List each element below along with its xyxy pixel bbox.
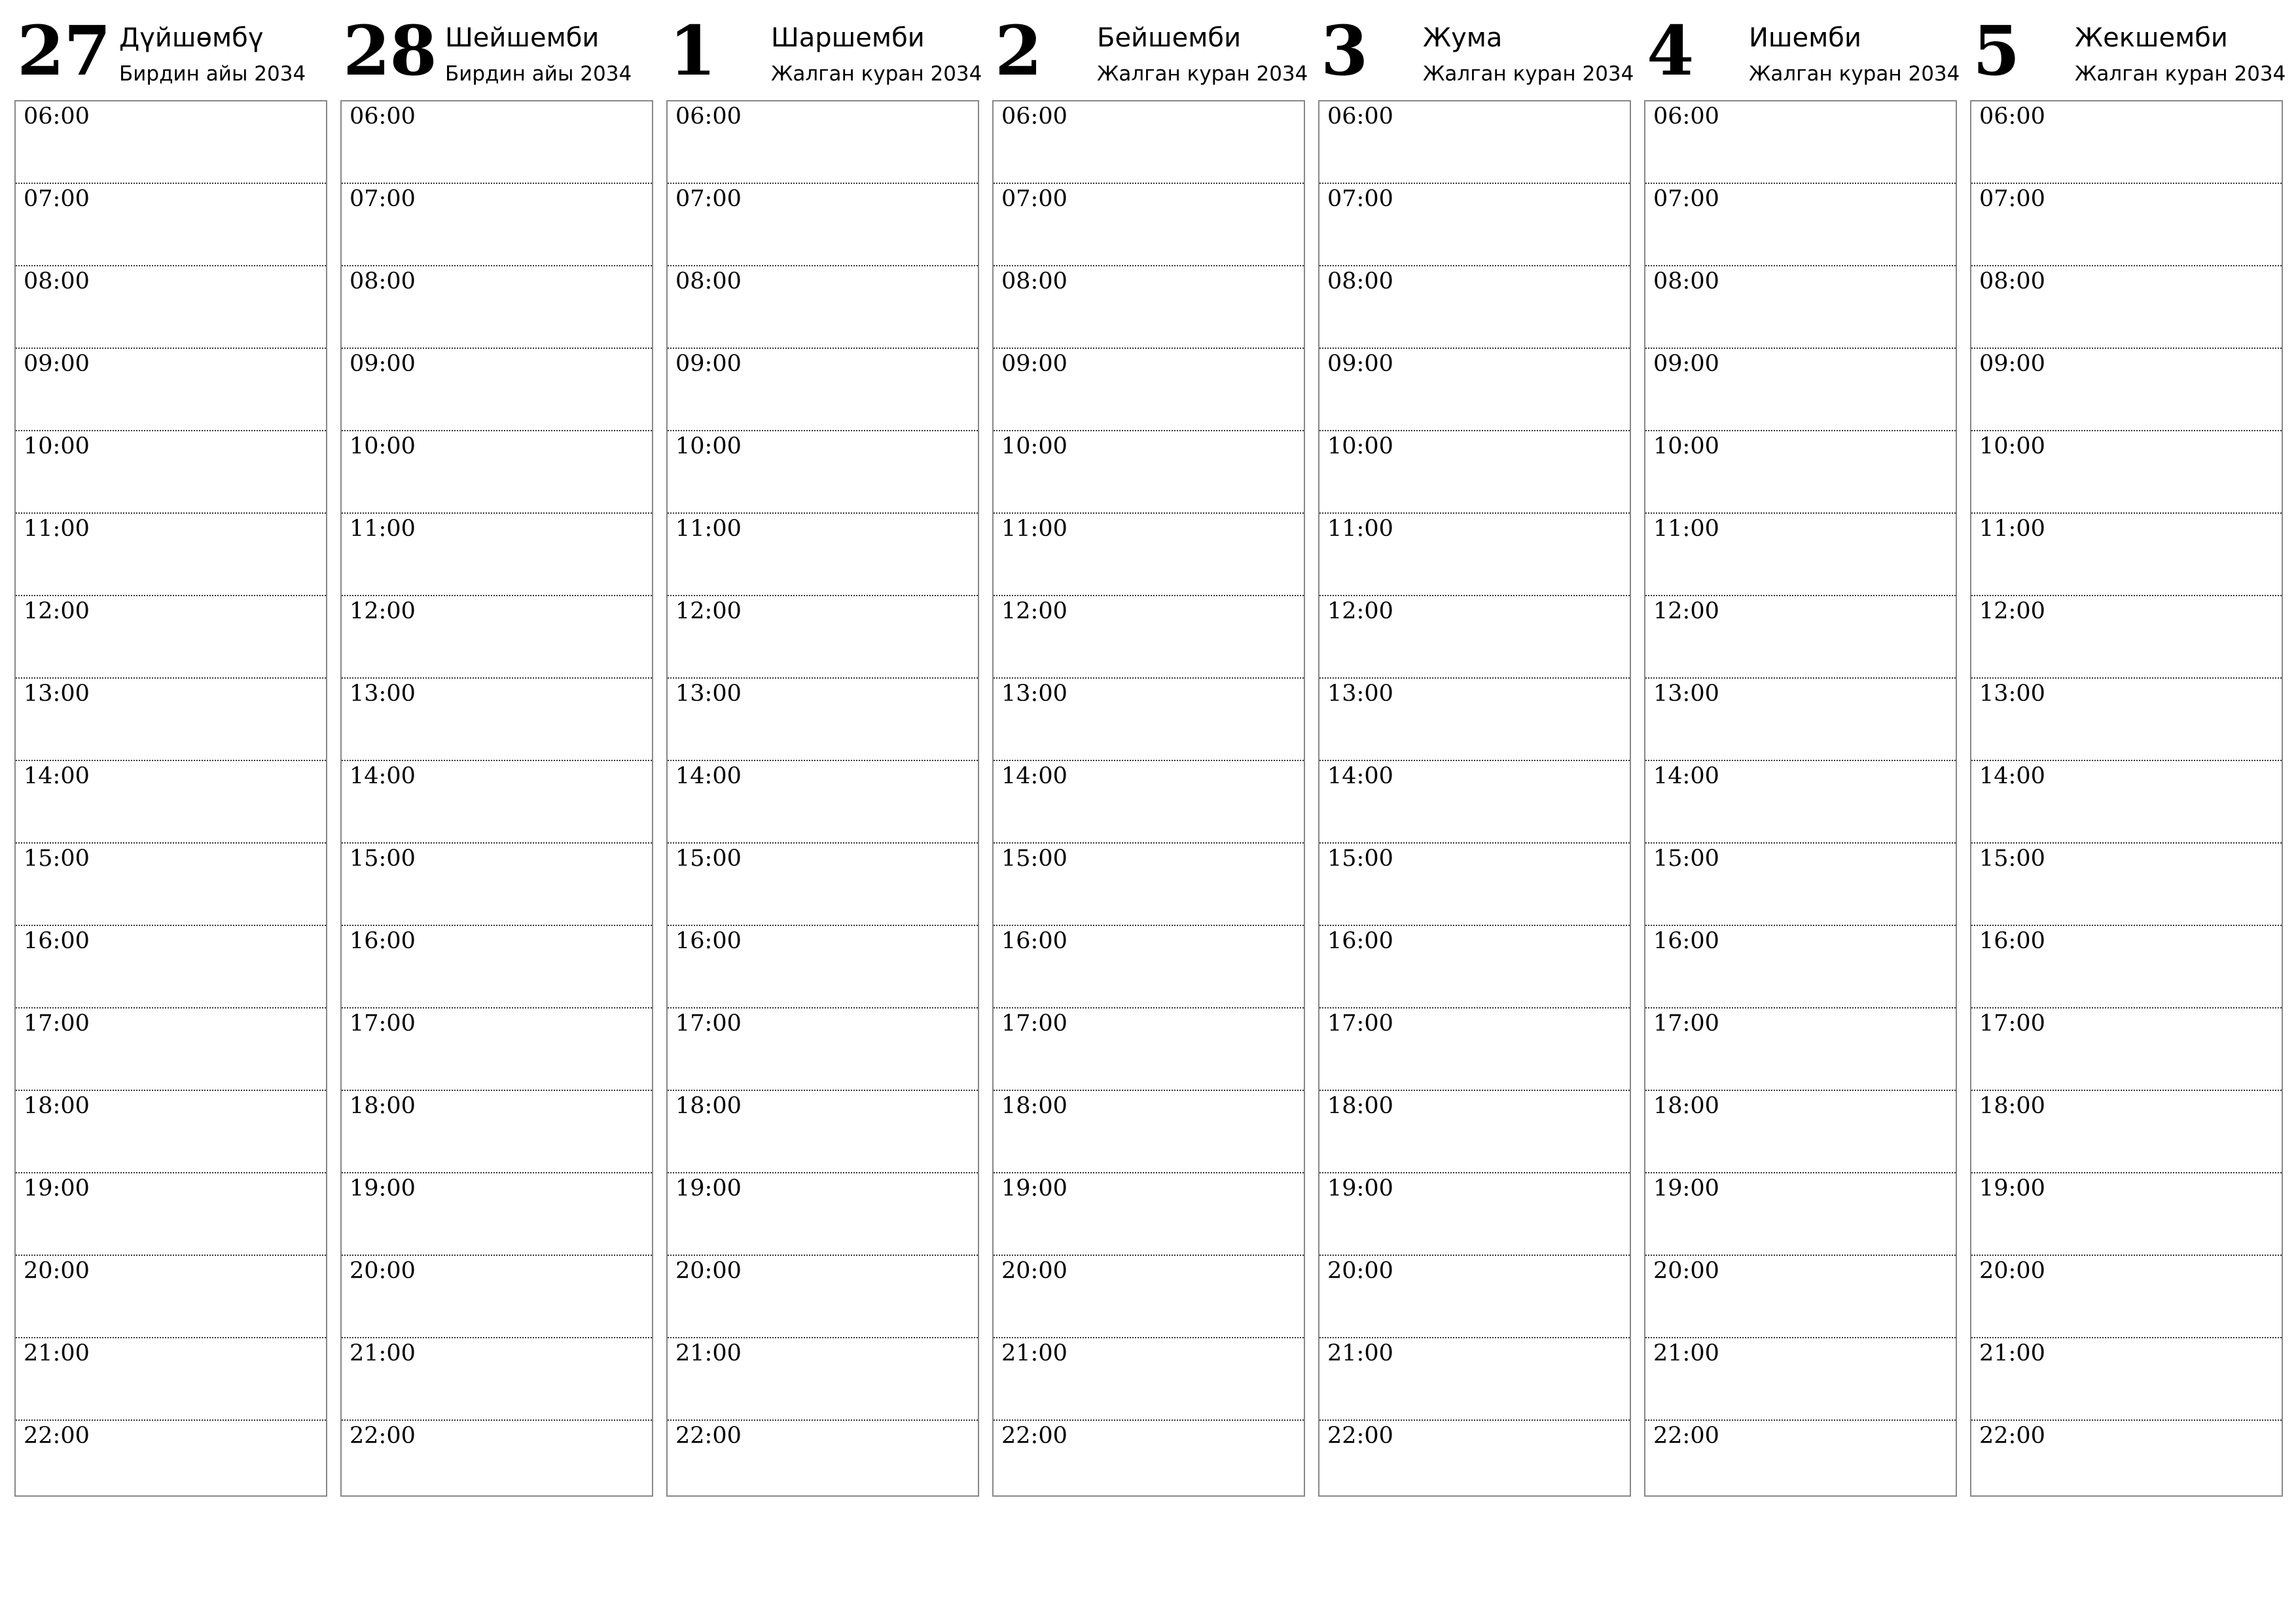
hour-label: 21:00 — [1001, 1340, 1067, 1366]
hour-slot[interactable] — [994, 1173, 1304, 1256]
hour-slot[interactable] — [342, 1091, 652, 1173]
hour-slot[interactable] — [1971, 431, 2282, 514]
hour-label: 17:00 — [1979, 1010, 2045, 1037]
day-column — [1318, 0, 1634, 1449]
hour-slot[interactable] — [1645, 349, 1956, 431]
hour-slot[interactable] — [1645, 266, 1956, 349]
hour-label: 07:00 — [1979, 186, 2045, 212]
hour-slot[interactable] — [1319, 101, 1630, 184]
hour-label: 11:00 — [1979, 516, 2045, 542]
hour-slot[interactable] — [342, 1008, 652, 1091]
hour-label: 21:00 — [1327, 1340, 1393, 1366]
day-number: 5 — [1973, 10, 2020, 91]
hour-label: 07:00 — [1327, 186, 1393, 212]
hour-label: 09:00 — [1001, 351, 1067, 377]
hour-grid — [1644, 100, 1957, 1497]
hour-label: 11:00 — [1001, 516, 1067, 542]
day-column — [666, 0, 982, 1449]
hour-slot[interactable] — [1319, 761, 1630, 844]
hour-label: 13:00 — [1327, 681, 1393, 707]
hour-label: 13:00 — [1001, 681, 1067, 707]
hour-slot[interactable] — [16, 761, 326, 844]
hour-label: 19:00 — [1979, 1175, 2045, 1202]
hour-slot[interactable] — [16, 266, 326, 349]
hour-slot[interactable] — [668, 679, 978, 761]
hour-slot[interactable] — [1645, 926, 1956, 1008]
hour-label: 12:00 — [1979, 598, 2045, 624]
day-header — [1318, 0, 1634, 100]
hour-slot[interactable] — [668, 1421, 978, 1514]
hour-label: 13:00 — [1653, 681, 1719, 707]
day-column — [1644, 0, 1960, 1449]
hour-label: 09:00 — [675, 351, 742, 377]
day-header — [666, 0, 982, 100]
hour-slot[interactable] — [16, 844, 326, 926]
hour-label: 18:00 — [675, 1093, 742, 1119]
day-header — [14, 0, 327, 100]
hour-slot[interactable] — [1645, 431, 1956, 514]
hour-grid — [340, 100, 653, 1497]
hour-slot[interactable] — [16, 1256, 326, 1338]
hour-slot[interactable] — [1971, 1338, 2282, 1421]
hour-label: 06:00 — [1327, 103, 1393, 130]
hour-label: 22:00 — [1001, 1423, 1067, 1449]
hour-slot[interactable] — [1645, 1008, 1956, 1091]
hour-slot[interactable] — [668, 761, 978, 844]
day-month-year: Бирдин айы 2034 — [119, 62, 306, 86]
hour-label: 07:00 — [1001, 186, 1067, 212]
hour-slot[interactable] — [16, 184, 326, 266]
hour-label: 16:00 — [675, 928, 742, 954]
hour-slot[interactable] — [16, 1338, 326, 1421]
hour-label: 16:00 — [24, 928, 90, 954]
hour-label: 13:00 — [24, 681, 90, 707]
hour-slot[interactable] — [668, 596, 978, 679]
hour-slot[interactable] — [342, 761, 652, 844]
hour-slot[interactable] — [994, 184, 1304, 266]
hour-label: 18:00 — [1979, 1093, 2045, 1119]
hour-slot[interactable] — [668, 1091, 978, 1173]
hour-label: 17:00 — [350, 1010, 416, 1037]
hour-label: 20:00 — [24, 1258, 90, 1284]
hour-slot[interactable] — [668, 431, 978, 514]
hour-label: 21:00 — [1653, 1340, 1719, 1366]
hour-label: 20:00 — [350, 1258, 416, 1284]
day-number: 28 — [343, 10, 437, 91]
hour-label: 07:00 — [675, 186, 742, 212]
hour-slot[interactable] — [994, 101, 1304, 184]
hour-label: 09:00 — [1327, 351, 1393, 377]
hour-slot[interactable] — [994, 1091, 1304, 1173]
hour-label: 06:00 — [1979, 103, 2045, 130]
hour-grid — [992, 100, 1305, 1497]
hour-label: 16:00 — [1001, 928, 1067, 954]
day-number: 2 — [995, 10, 1042, 91]
hour-slot[interactable] — [1971, 926, 2282, 1008]
hour-slot[interactable] — [994, 431, 1304, 514]
hour-label: 06:00 — [350, 103, 416, 130]
hour-slot[interactable] — [1319, 514, 1630, 596]
hour-slot[interactable] — [1645, 101, 1956, 184]
hour-slot[interactable] — [342, 349, 652, 431]
hour-label: 10:00 — [1001, 433, 1067, 459]
hour-label: 15:00 — [675, 846, 742, 872]
hour-slot[interactable] — [342, 926, 652, 1008]
hour-label: 18:00 — [1327, 1093, 1393, 1119]
hour-slot[interactable] — [1971, 844, 2282, 926]
hour-slot[interactable] — [994, 1338, 1304, 1421]
hour-label: 18:00 — [1001, 1093, 1067, 1119]
hour-label: 11:00 — [24, 516, 90, 542]
hour-label: 12:00 — [675, 598, 742, 624]
day-header — [340, 0, 653, 100]
hour-label: 10:00 — [24, 433, 90, 459]
hour-label: 14:00 — [350, 763, 416, 789]
hour-label: 15:00 — [1001, 846, 1067, 872]
hour-slot[interactable] — [1971, 184, 2282, 266]
hour-slot[interactable] — [342, 431, 652, 514]
hour-label: 19:00 — [1001, 1175, 1067, 1202]
day-column — [14, 0, 327, 1449]
hour-label: 09:00 — [1653, 351, 1719, 377]
hour-slot[interactable] — [1319, 679, 1630, 761]
hour-label: 13:00 — [1979, 681, 2045, 707]
hour-label: 15:00 — [1979, 846, 2045, 872]
hour-label: 08:00 — [24, 268, 90, 294]
hour-label: 17:00 — [675, 1010, 742, 1037]
hour-slot[interactable] — [16, 514, 326, 596]
hour-slot[interactable] — [1319, 1256, 1630, 1338]
day-name: Жума — [1423, 23, 1503, 53]
day-month-year: Жалган куран 2034 — [1749, 62, 1960, 86]
hour-label: 20:00 — [1001, 1258, 1067, 1284]
hour-slot[interactable] — [342, 1421, 652, 1514]
hour-label: 15:00 — [1327, 846, 1393, 872]
hour-label: 12:00 — [1001, 598, 1067, 624]
hour-slot[interactable] — [668, 349, 978, 431]
hour-slot[interactable] — [1971, 1256, 2282, 1338]
hour-grid — [1318, 100, 1631, 1497]
hour-slot[interactable] — [1319, 1091, 1630, 1173]
hour-label: 07:00 — [24, 186, 90, 212]
day-name: Жекшемби — [2075, 23, 2228, 53]
hour-slot[interactable] — [1319, 1338, 1630, 1421]
hour-slot[interactable] — [1319, 1421, 1630, 1514]
hour-label: 18:00 — [350, 1093, 416, 1119]
hour-slot[interactable] — [1319, 844, 1630, 926]
hour-slot[interactable] — [16, 101, 326, 184]
hour-slot[interactable] — [1319, 431, 1630, 514]
hour-slot[interactable] — [994, 1256, 1304, 1338]
hour-slot[interactable] — [342, 1256, 652, 1338]
hour-label: 07:00 — [1653, 186, 1719, 212]
hour-label: 20:00 — [1327, 1258, 1393, 1284]
hour-label: 21:00 — [675, 1340, 742, 1366]
hour-label: 16:00 — [1327, 928, 1393, 954]
hour-label: 11:00 — [1653, 516, 1719, 542]
day-header — [1644, 0, 1960, 100]
hour-slot[interactable] — [342, 101, 652, 184]
hour-label: 22:00 — [1653, 1423, 1719, 1449]
hour-label: 20:00 — [675, 1258, 742, 1284]
hour-slot[interactable] — [1971, 1008, 2282, 1091]
hour-label: 13:00 — [675, 681, 742, 707]
hour-slot[interactable] — [1645, 1421, 1956, 1514]
day-column — [992, 0, 1308, 1449]
hour-label: 06:00 — [1653, 103, 1719, 130]
hour-slot[interactable] — [994, 926, 1304, 1008]
hour-label: 08:00 — [1653, 268, 1719, 294]
hour-label: 12:00 — [1653, 598, 1719, 624]
hour-label: 14:00 — [1001, 763, 1067, 789]
day-name: Ишемби — [1749, 23, 1861, 53]
hour-label: 16:00 — [1979, 928, 2045, 954]
hour-slot[interactable] — [16, 431, 326, 514]
hour-slot[interactable] — [342, 596, 652, 679]
hour-grid — [1970, 100, 2283, 1497]
hour-slot[interactable] — [1645, 184, 1956, 266]
hour-slot[interactable] — [668, 926, 978, 1008]
hour-slot[interactable] — [16, 1091, 326, 1173]
hour-label: 06:00 — [675, 103, 742, 130]
hour-slot[interactable] — [1319, 596, 1630, 679]
hour-slot[interactable] — [668, 1338, 978, 1421]
hour-label: 11:00 — [1327, 516, 1393, 542]
hour-label: 08:00 — [350, 268, 416, 294]
hour-label: 16:00 — [1653, 928, 1719, 954]
hour-slot[interactable] — [1971, 514, 2282, 596]
day-number: 27 — [17, 10, 111, 91]
hour-slot[interactable] — [1645, 844, 1956, 926]
hour-label: 14:00 — [675, 763, 742, 789]
hour-slot[interactable] — [16, 1008, 326, 1091]
hour-slot[interactable] — [1645, 1338, 1956, 1421]
day-month-year: Жалган куран 2034 — [2075, 62, 2286, 86]
hour-slot[interactable] — [994, 1421, 1304, 1514]
hour-slot[interactable] — [1645, 596, 1956, 679]
hour-label: 19:00 — [1653, 1175, 1719, 1202]
hour-slot[interactable] — [994, 266, 1304, 349]
hour-slot[interactable] — [1971, 596, 2282, 679]
day-number: 1 — [669, 10, 716, 91]
hour-slot[interactable] — [1319, 266, 1630, 349]
hour-label: 06:00 — [24, 103, 90, 130]
day-number: 3 — [1321, 10, 1368, 91]
hour-slot[interactable] — [1319, 1008, 1630, 1091]
hour-slot[interactable] — [994, 1008, 1304, 1091]
hour-slot[interactable] — [16, 596, 326, 679]
hour-label: 12:00 — [1327, 598, 1393, 624]
hour-label: 10:00 — [1653, 433, 1719, 459]
hour-label: 12:00 — [350, 598, 416, 624]
day-column — [1970, 0, 2286, 1449]
hour-slot[interactable] — [1645, 1091, 1956, 1173]
hour-label: 09:00 — [1979, 351, 2045, 377]
hour-slot[interactable] — [668, 266, 978, 349]
hour-label: 14:00 — [24, 763, 90, 789]
hour-grid — [666, 100, 979, 1497]
hour-slot[interactable] — [994, 596, 1304, 679]
hour-label: 17:00 — [1001, 1010, 1067, 1037]
day-name: Дүйшөмбү — [119, 23, 264, 53]
hour-label: 10:00 — [1979, 433, 2045, 459]
hour-label: 10:00 — [1327, 433, 1393, 459]
hour-slot[interactable] — [16, 1173, 326, 1256]
hour-slot[interactable] — [668, 184, 978, 266]
hour-slot[interactable] — [342, 679, 652, 761]
hour-slot[interactable] — [994, 844, 1304, 926]
hour-slot[interactable] — [16, 1421, 326, 1514]
day-name: Шейшемби — [445, 23, 600, 53]
hour-label: 20:00 — [1979, 1258, 2045, 1284]
hour-slot[interactable] — [342, 1173, 652, 1256]
hour-label: 08:00 — [675, 268, 742, 294]
hour-slot[interactable] — [342, 1338, 652, 1421]
hour-slot[interactable] — [1645, 679, 1956, 761]
hour-slot[interactable] — [1971, 679, 2282, 761]
hour-label: 08:00 — [1979, 268, 2045, 294]
hour-slot[interactable] — [1971, 1173, 2282, 1256]
hour-label: 07:00 — [350, 186, 416, 212]
day-month-year: Бирдин айы 2034 — [445, 62, 632, 86]
hour-label: 22:00 — [1327, 1423, 1393, 1449]
hour-label: 15:00 — [1653, 846, 1719, 872]
hour-slot[interactable] — [1971, 349, 2282, 431]
hour-slot[interactable] — [1971, 1091, 2282, 1173]
hour-label: 17:00 — [1327, 1010, 1393, 1037]
day-number: 4 — [1647, 10, 1694, 91]
hour-slot[interactable] — [1971, 101, 2282, 184]
day-month-year: Жалган куран 2034 — [1423, 62, 1634, 86]
hour-label: 06:00 — [1001, 103, 1067, 130]
hour-slot[interactable] — [16, 349, 326, 431]
day-header — [1970, 0, 2286, 100]
hour-slot[interactable] — [994, 679, 1304, 761]
hour-label: 08:00 — [1327, 268, 1393, 294]
hour-label: 13:00 — [350, 681, 416, 707]
day-header — [992, 0, 1308, 100]
hour-slot[interactable] — [342, 844, 652, 926]
hour-slot[interactable] — [1319, 349, 1630, 431]
hour-label: 19:00 — [24, 1175, 90, 1202]
hour-slot[interactable] — [1645, 1256, 1956, 1338]
hour-label: 19:00 — [675, 1175, 742, 1202]
hour-slot[interactable] — [668, 1008, 978, 1091]
hour-label: 09:00 — [24, 351, 90, 377]
day-name: Бейшемби — [1097, 23, 1242, 53]
hour-label: 17:00 — [24, 1010, 90, 1037]
hour-label: 11:00 — [675, 516, 742, 542]
hour-label: 15:00 — [24, 846, 90, 872]
hour-label: 17:00 — [1653, 1010, 1719, 1037]
day-month-year: Жалган куран 2034 — [1097, 62, 1308, 86]
hour-label: 20:00 — [1653, 1258, 1719, 1284]
hour-slot[interactable] — [342, 514, 652, 596]
hour-label: 22:00 — [675, 1423, 742, 1449]
hour-label: 21:00 — [24, 1340, 90, 1366]
hour-slot[interactable] — [1645, 761, 1956, 844]
hour-label: 19:00 — [350, 1175, 416, 1202]
hour-label: 10:00 — [675, 433, 742, 459]
hour-slot[interactable] — [668, 1173, 978, 1256]
hour-slot[interactable] — [16, 679, 326, 761]
hour-label: 21:00 — [1979, 1340, 2045, 1366]
hour-label: 22:00 — [24, 1423, 90, 1449]
hour-label: 22:00 — [1979, 1423, 2045, 1449]
hour-slot[interactable] — [1971, 1421, 2282, 1514]
hour-label: 10:00 — [350, 433, 416, 459]
hour-label: 18:00 — [1653, 1093, 1719, 1119]
hour-slot[interactable] — [1971, 266, 2282, 349]
hour-slot[interactable] — [342, 184, 652, 266]
hour-label: 21:00 — [350, 1340, 416, 1366]
hour-label: 16:00 — [350, 928, 416, 954]
hour-label: 15:00 — [350, 846, 416, 872]
hour-slot[interactable] — [1645, 514, 1956, 596]
hour-slot[interactable] — [1319, 1173, 1630, 1256]
hour-slot[interactable] — [994, 514, 1304, 596]
hour-slot[interactable] — [668, 101, 978, 184]
hour-slot[interactable] — [668, 514, 978, 596]
hour-label: 22:00 — [350, 1423, 416, 1449]
hour-slot[interactable] — [1319, 926, 1630, 1008]
day-column — [340, 0, 653, 1449]
hour-slot[interactable] — [668, 844, 978, 926]
hour-label: 09:00 — [350, 351, 416, 377]
hour-label: 12:00 — [24, 598, 90, 624]
hour-slot[interactable] — [994, 349, 1304, 431]
hour-slot[interactable] — [1319, 184, 1630, 266]
day-month-year: Жалган куран 2034 — [771, 62, 982, 86]
hour-slot[interactable] — [1971, 761, 2282, 844]
hour-slot[interactable] — [668, 1256, 978, 1338]
hour-slot[interactable] — [16, 926, 326, 1008]
hour-label: 14:00 — [1327, 763, 1393, 789]
hour-label: 19:00 — [1327, 1175, 1393, 1202]
hour-label: 08:00 — [1001, 268, 1067, 294]
hour-slot[interactable] — [994, 761, 1304, 844]
hour-grid — [14, 100, 327, 1497]
hour-label: 11:00 — [350, 516, 416, 542]
hour-slot[interactable] — [342, 266, 652, 349]
hour-slot[interactable] — [1645, 1173, 1956, 1256]
day-name: Шаршемби — [771, 23, 925, 53]
hour-label: 18:00 — [24, 1093, 90, 1119]
hour-label: 14:00 — [1653, 763, 1719, 789]
hour-label: 14:00 — [1979, 763, 2045, 789]
